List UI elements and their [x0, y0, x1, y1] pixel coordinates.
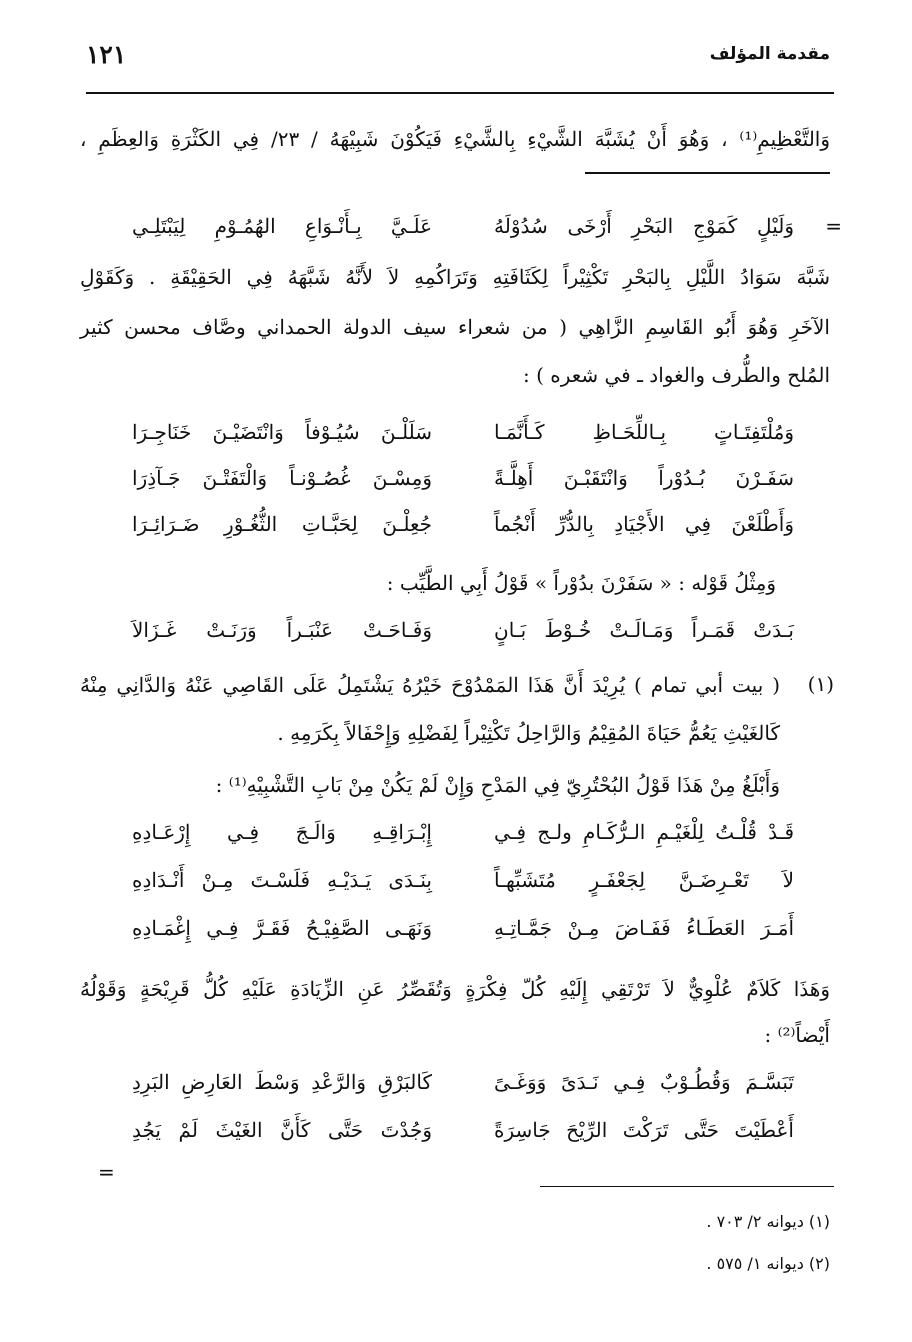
- verse-hemistich-second: بِنَـدَى يَـدَيْـهِ فَلَسْـتَ مِـنْ أَنْـدَادِهِ: [132, 868, 432, 892]
- verse-hemistich-first: وَلَيْلٍ كَمَوْجِ البَحْرِ أَرْخَى سُدُوْلَهُ: [494, 214, 794, 238]
- verse-hemistich-first: أَعْطَيْتَ حَتَّى تَرَكْتَ الرِّيْحَ جَاسِرَةً: [494, 1118, 794, 1142]
- verse-line: [132, 820, 794, 856]
- verse-line: [132, 1070, 794, 1106]
- continuation-mark: =: [825, 214, 842, 238]
- verse-hemistich-first: قَـدْ قُلْـتُ لِلْغَيْـمِ الـرُّكَـامِ ولـج فِـي: [494, 820, 794, 844]
- verse-line: [132, 916, 794, 952]
- top-line: وَالتَّعْظِيمِ⁽¹⁾ ، وَهُوَ أَنْ يُشَبَّهَ الشَّيْءِ بِالشَّيْءِ فَيَكُوْنَ شَبِيْهَهُ / ٢٣/ فِي الكَثْرَةِ وَالعِظَمِ ،: [80, 127, 830, 151]
- note-number: (١): [807, 672, 834, 696]
- verse-hemistich-second: وَفَـاحَـتْ عَنْبَـراً وَرَنَـتْ غَـزَالاَ: [132, 618, 432, 642]
- note-line: ( بيت أبي تمام ) يُرِيْدَ أَنَّ هَذَا المَمْدُوْحَ خَيْرُهُ يَشْتَمِلُ عَلَى القَاصِي عَنْهُ وَالدَّانِي مِنْهُ: [80, 673, 780, 697]
- verse-hemistich-first: بَـدَتْ قَمَـراً وَمَـالَـتْ خُـوْطَ بَـانٍ: [494, 618, 794, 642]
- paragraph-line: أَيْضاً⁽²⁾ :: [764, 1023, 830, 1047]
- verse-hemistich-second: عَلَـيَّ بِـأَنْـوَاعِ الهُمُـوْمِ لِيَبْتَلِـي: [132, 214, 432, 238]
- verse-hemistich-first: أَمَـرَ العَطَـاءُ فَفَـاضَ مِـنْ جَمَّـاتِـهِ: [494, 916, 794, 940]
- verse-line: [132, 420, 794, 456]
- running-head: مقدمة المؤلف: [709, 44, 830, 64]
- page-number: ١٢١: [86, 40, 127, 69]
- verse-hemistich-second: كَالبَرْقِ وَالرَّعْدِ وَسْطَ العَارِضِ البَرِدِ: [132, 1070, 432, 1094]
- verse-hemistich-first: سَفَـرْنَ بُـدُوْراً وَانْتَقَبْـنَ أَهِلَّـةً: [494, 466, 794, 490]
- paragraph-line: المُلح والطُّرف والغواد ـ في شعره ) :: [522, 363, 830, 387]
- verse-hemistich-first: وَأَطْلَعْنَ فِي الأَجْيَادِ بِالدُّرِّ أَنْجُماً: [494, 512, 794, 536]
- paragraph-line: وَأَبْلَغُ مِنْ هَذَا قَوْلُ البُحْتُرِيّ فِي المَدْحِ وَإِنْ لَمْ يَكُنْ مِنْ بَابِ التَّشْبِيْهِ⁽¹⁾ :: [215, 773, 780, 797]
- verse-hemistich-second: سَلَلْـنَ سُيُـوْفاً وَانْتَضَيْـنَ خَنَاجِـرَا: [132, 420, 432, 444]
- paragraph-line: شَبَّهَ سَوَادُ اللَّيْلِ بِالبَحْرِ تَكْثِيْراً لِكَثَافَتِهِ وَتَرَاكُمِهِ لاَ لأَنَّهُ شَبَّهَهُ فِي الحَقِيْقَةِ . وَكَقَوْلِ: [80, 265, 830, 289]
- verse-line: [132, 512, 794, 548]
- verse-line: [132, 466, 794, 502]
- paragraph-line: الآخَرِ وَهُوَ أَبُو القَاسِمِ الزَّاهِي ( من شعراء سيف الدولة الحمداني وصَّاف محسن كثير: [80, 315, 830, 339]
- verse-line: [132, 868, 794, 904]
- verse-hemistich-second: وَمِسْـنَ غُصُـوْنـاً وَالْتَفَتْـنَ جَـآذِرَا: [132, 466, 432, 490]
- footnote-rule: [540, 1186, 834, 1187]
- verse-hemistich-first: وَمُلْتَفِتَـاتٍ بِـاللِّحَـاظِ كَـأَنَّمَـا: [494, 420, 794, 444]
- verse-line: [132, 214, 794, 250]
- footnote: (١) ديوانه ٢/ ٧٠٣ .: [706, 1212, 830, 1231]
- header-rule: [86, 92, 834, 94]
- verse-hemistich-first: لاَ تَعْـرِضَـنَّ لِجَعْفَـرٍ مُتَشَبِّهـاً: [494, 868, 794, 892]
- section-rule: [585, 172, 830, 174]
- paragraph-line: وَهَذَا كَلاَمٌ عُلْوِيٌّ لاَ تَرْتَقِي إِلَيْهِ كُلّ فِكْرَةٍ وَتُقَصِّرُ عَنِ الزِّيَادَةِ عَلَيْهِ كُلُّ قَرِيْحَةٍ وَقَوْلُهُ: [80, 977, 830, 1001]
- note-line: كَالغَيْثِ يَعُمُّ حَيَاةَ المُقِيْمُ وَالرَّاحِلُ تَكْثِيْراً لِفَضْلِهِ وَإِحْفَالاً بِكَرَمِهِ .: [277, 721, 780, 745]
- verse-hemistich-second: جُعِلْـنَ لِحَبَّـاتِ الثُّغُـوْرِ ضَـرَائِـرَا: [132, 512, 432, 536]
- verse-hemistich-second: وَنَهَـى الصَّفِيْـحُ فَقَـرَّ فِـي إِغْمَـادِهِ: [132, 916, 432, 940]
- verse-hemistich-first: تَبَسَّـمَ وَقُطُـوْبٌ فِـي نَـدَىً وَوَغَـىً: [494, 1070, 794, 1094]
- verse-hemistich-second: وَجُدْتَ حَتَّى كَأَنَّ الغَيْثَ لَمْ يَجُدِ: [132, 1118, 432, 1142]
- verse-hemistich-second: إِبْـرَاقِـهِ وَالَـجَ فِـي إِرْعَـادِهِ: [132, 820, 432, 844]
- continuation-mark: =: [98, 1160, 115, 1184]
- verse-line: [132, 618, 794, 654]
- verse-line: [132, 1118, 794, 1154]
- footnote: (٢) ديوانه ١/ ٥٧٥ .: [706, 1254, 830, 1273]
- paragraph-line: وَمِثْلُ قَوْله : « سَفَرْنَ بدُوْراً » قَوْلُ أَبِي الطَّيِّب :: [386, 571, 776, 595]
